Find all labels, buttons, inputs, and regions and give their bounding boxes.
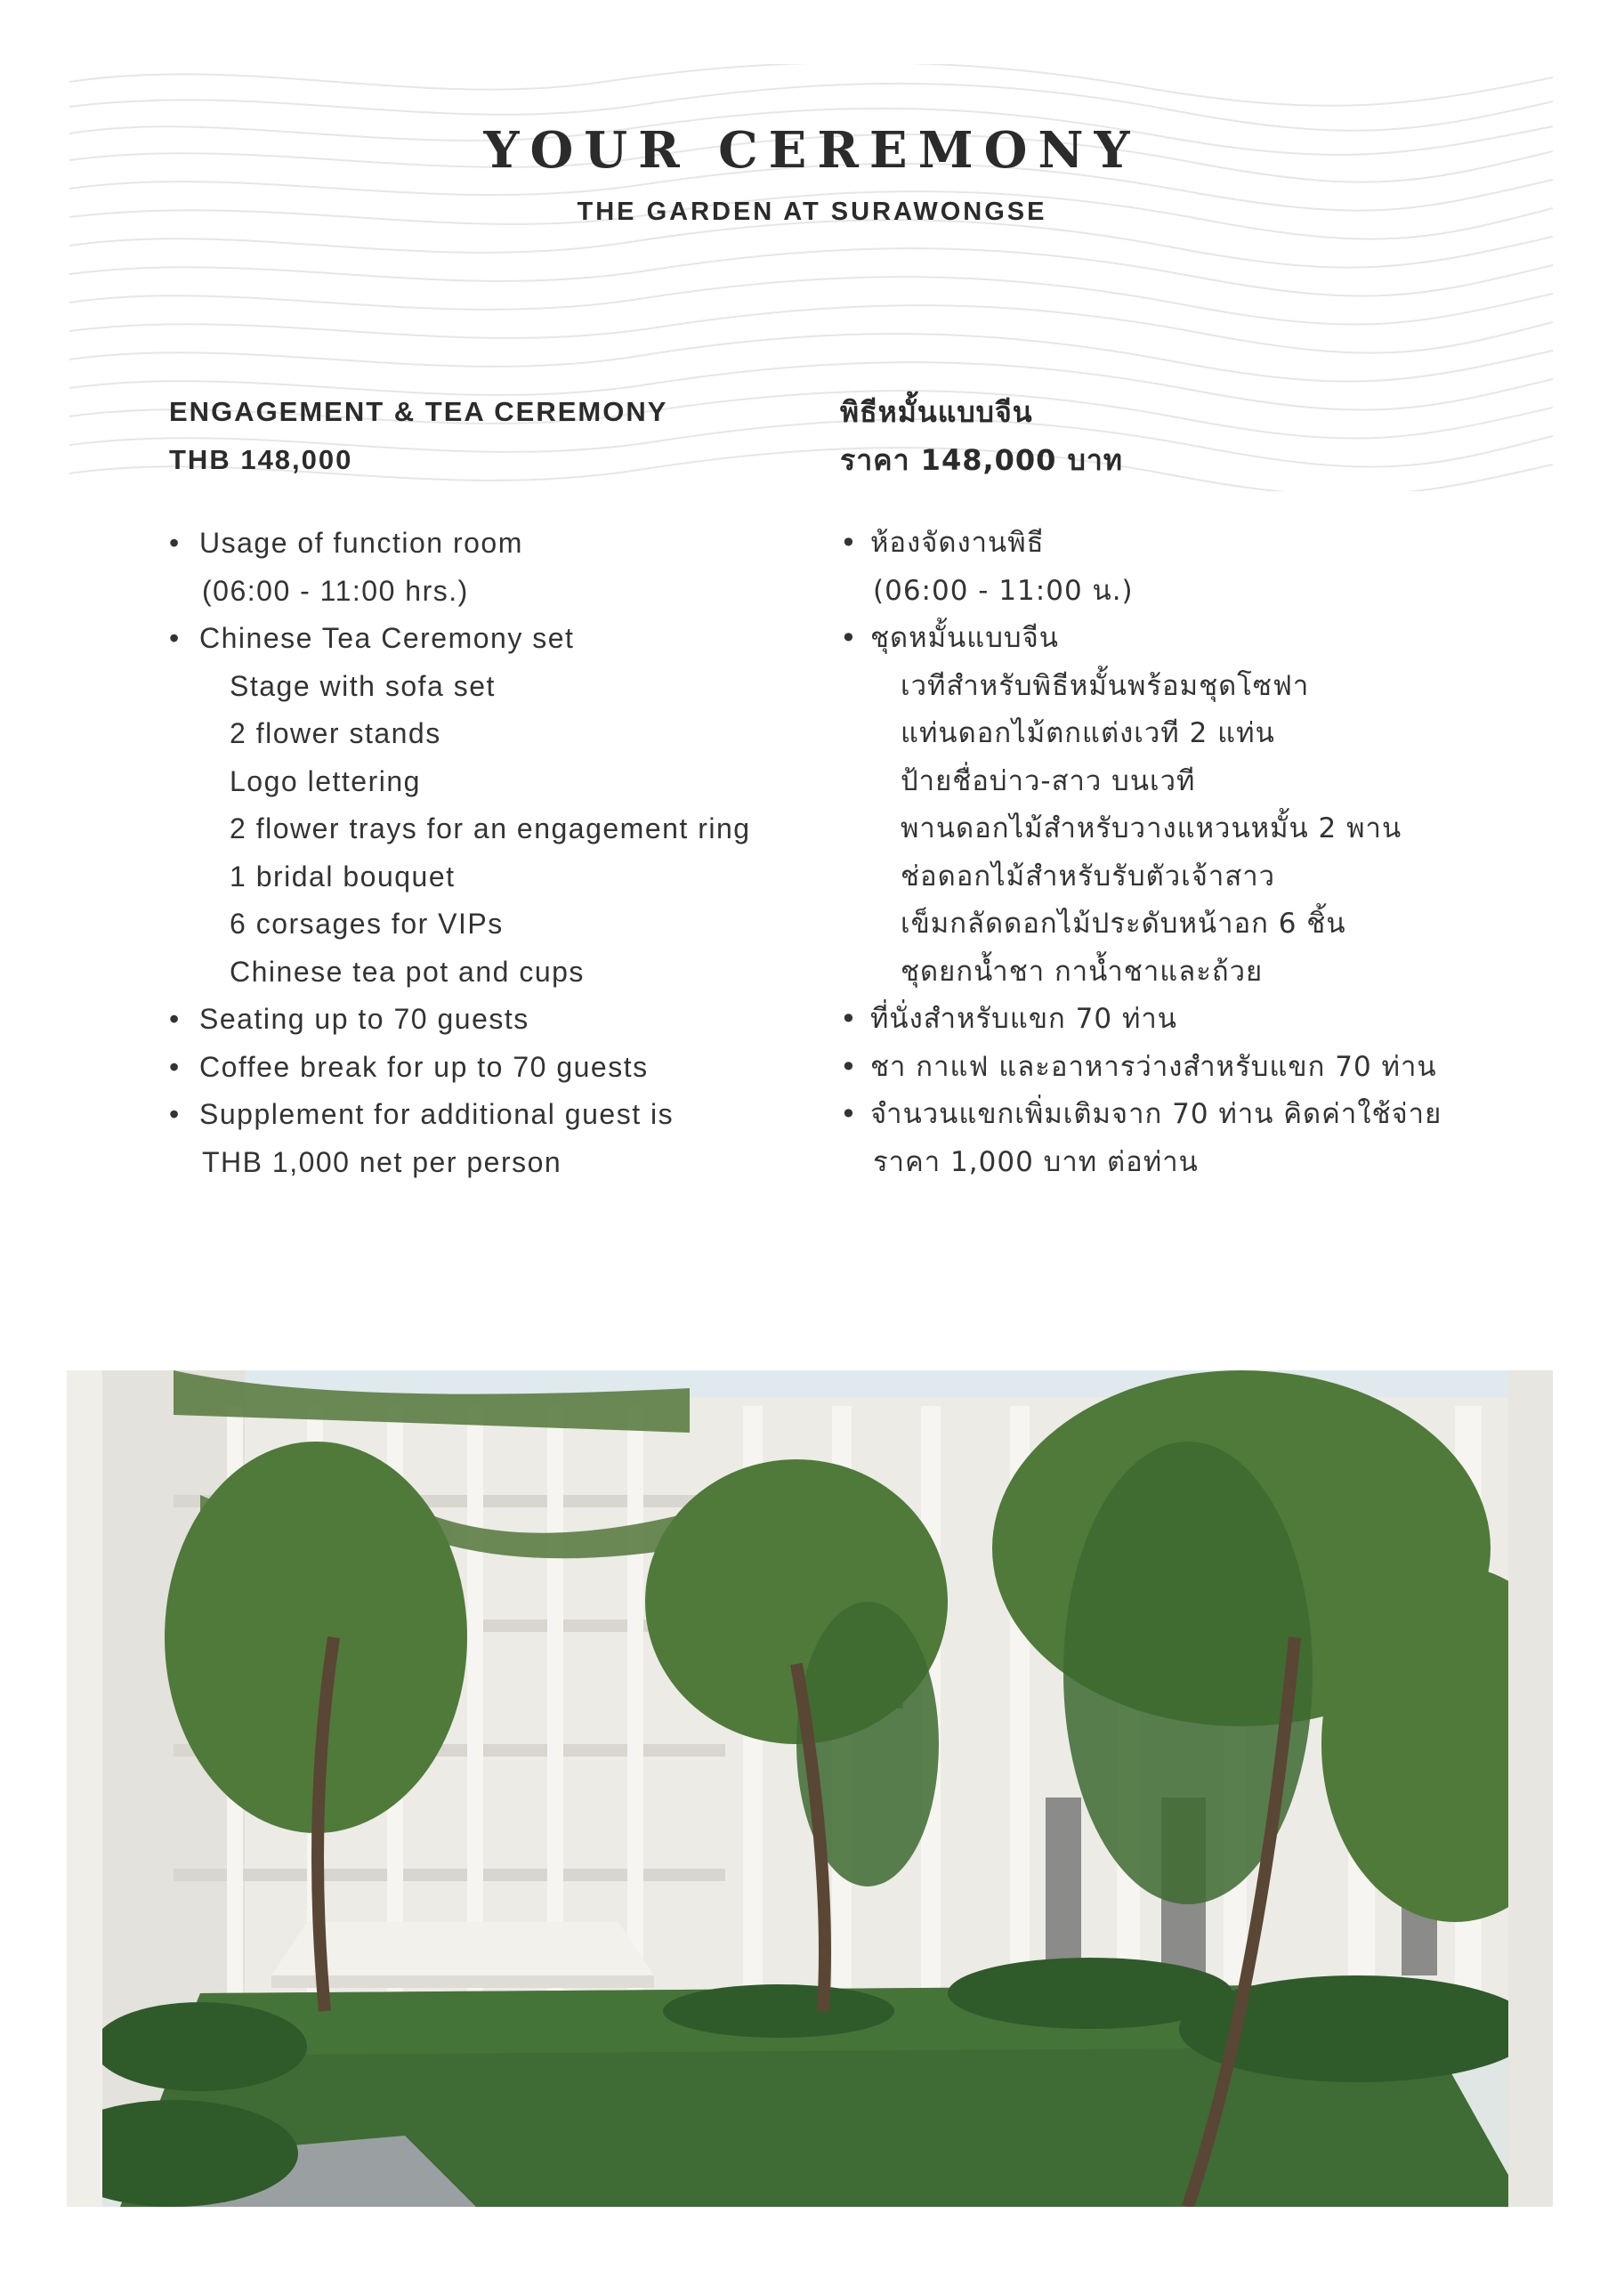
list-item-continuation: (06:00 - 11:00 น.) bbox=[873, 574, 1134, 607]
list-item: • ชุดหมั้นแบบจีน bbox=[840, 615, 1481, 663]
page-subtitle: THE GARDEN AT SURAWONGSE bbox=[577, 198, 1047, 226]
list-item: • Usage of function room bbox=[169, 520, 792, 568]
package-items-list bbox=[169, 520, 792, 1186]
page-title: YOUR CEREMONY bbox=[483, 121, 1141, 180]
garden-courtyard-photo bbox=[67, 1370, 1553, 2207]
list-item-continuation: (06:00 - 11:00 hrs.) bbox=[202, 574, 469, 607]
list-item: • Supplement for additional guest is bbox=[169, 1091, 792, 1139]
sub-item: เวทีสำหรับพิธีหมั้นพร้อมชุดโซฟา bbox=[901, 669, 1310, 702]
list-item: • ห้องจัดงานพิธี bbox=[840, 520, 1481, 568]
list-item: • ที่นั่งสำหรับแขก 70 ท่าน bbox=[840, 996, 1481, 1044]
package-heading: ENGAGEMENT & TEA CEREMONY bbox=[169, 396, 668, 427]
sub-item: 6 corsages for VIPs bbox=[230, 908, 504, 940]
list-item: • Seating up to 70 guests bbox=[169, 996, 792, 1044]
list-item: • ชา กาแฟ และอาหารว่างสำหรับแขก 70 ท่าน bbox=[840, 1044, 1481, 1092]
sub-item: 2 flower stands bbox=[230, 717, 441, 749]
sub-item: พานดอกไม้สำหรับวางแหวนหมั้น 2 พาน bbox=[901, 812, 1402, 844]
sub-item: Chinese tea pot and cups bbox=[230, 955, 585, 988]
sub-item: Stage with sofa set bbox=[230, 669, 496, 702]
list-item: • จำนวนแขกเพิ่มเติมจาก 70 ท่าน คิดค่าใช้จ่าย bbox=[840, 1091, 1481, 1139]
package-heading-thai: พิธีหมั้นแบบจีน bbox=[840, 395, 1033, 429]
thai-package-column bbox=[840, 388, 1481, 1186]
sub-item: เข็มกลัดดอกไม้ประดับหน้าอก 6 ชิ้น bbox=[901, 908, 1346, 940]
sub-item: แท่นดอกไม้ตกแต่งเวที 2 แท่น bbox=[901, 717, 1275, 749]
sub-item: 1 bridal bouquet bbox=[230, 860, 456, 893]
sub-item: ช่อดอกไม้สำหรับรับตัวเจ้าสาว bbox=[901, 860, 1276, 893]
package-items-list-thai bbox=[840, 520, 1481, 1186]
list-item-continuation: ราคา 1,000 บาท ต่อท่าน bbox=[873, 1145, 1199, 1178]
english-package-column bbox=[169, 388, 792, 1186]
sub-item: 2 flower trays for an engagement ring bbox=[230, 812, 751, 844]
sub-item: ป้ายชื่อบ่าว-สาว บนเวที bbox=[901, 764, 1196, 797]
package-price: THB 148,000 bbox=[169, 444, 353, 475]
list-item-continuation: THB 1,000 net per person bbox=[202, 1145, 562, 1178]
list-item: • Chinese Tea Ceremony set bbox=[169, 615, 792, 663]
package-price-thai: ราคา 148,000 บาท bbox=[840, 443, 1123, 477]
sub-item: ชุดยกน้ำชา กาน้ำชาและถ้วย bbox=[901, 955, 1264, 988]
list-item: • Coffee break for up to 70 guests bbox=[169, 1044, 792, 1092]
sub-item: Logo lettering bbox=[230, 764, 421, 797]
